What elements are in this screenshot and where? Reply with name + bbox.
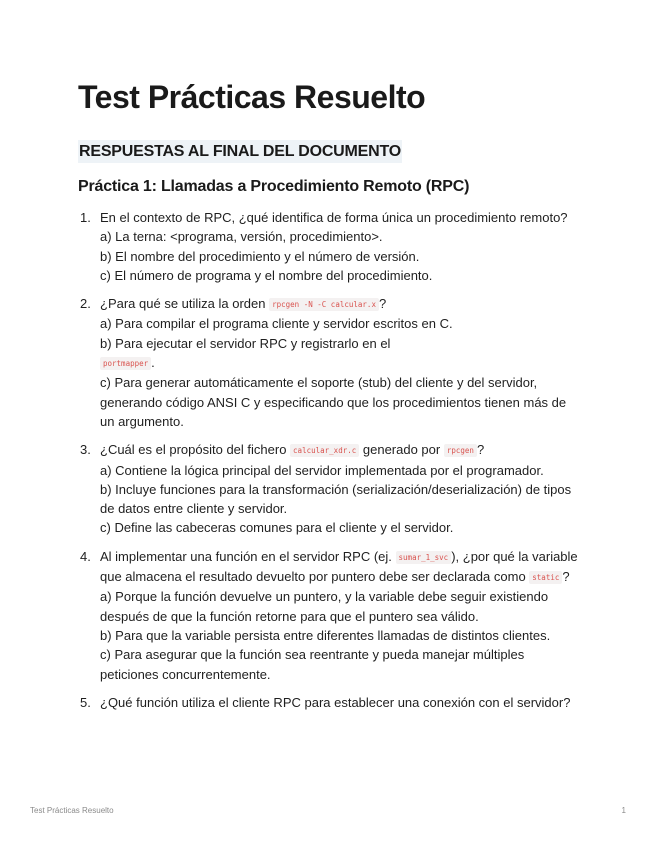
page-number: 1 — [621, 806, 626, 815]
question-3 — [78, 440, 578, 537]
inline-code: rpcgen -N -C calcular.x — [269, 298, 379, 311]
answers-banner: RESPUESTAS AL FINAL DEL DOCUMENTO — [78, 140, 402, 163]
inline-code: rpcgen — [444, 444, 477, 457]
inline-code: static — [529, 571, 562, 584]
question-number: 2. — [80, 296, 91, 312]
question-list — [78, 208, 578, 712]
question-1 — [78, 208, 578, 285]
option-c: c) Para generar automáticamente el soporte (stub) del cliente y del servidor, generando código ANSI C y especificando que los procedimientos tienen más de un argumento. — [100, 375, 567, 429]
document-page — [78, 78, 578, 721]
section-heading: Práctica 1: Llamadas a Procedimiento Remoto (RPC) — [78, 178, 470, 195]
option-a: a) Contiene la lógica principal del servidor implementada por el programador. — [100, 462, 544, 478]
question-number: 4. — [80, 548, 91, 564]
question-text: ¿Cuál es el propósito del fichero calcular_xdr.c generado por rpcgen ? — [100, 442, 485, 458]
option-a: a) Para compilar el programa cliente y servidor escritos en C. — [100, 316, 453, 332]
question-number: 3. — [80, 442, 91, 458]
inline-code: portmapper — [100, 357, 151, 370]
option-a: a) La terna: <programa, versión, procedimiento>. — [100, 229, 383, 245]
document-title: Test Prácticas Resuelto — [78, 79, 426, 115]
option-c: c) El número de programa y el nombre del procedimiento. — [100, 267, 433, 283]
inline-code: calcular_xdr.c — [290, 444, 359, 457]
option-c: c) Para asegurar que la función sea reentrante y pueda manejar múltiples peticiones concurrentemente. — [100, 647, 525, 682]
question-2 — [78, 294, 578, 431]
option-b: b) Incluye funciones para la transformación (serialización/deserialización) de tipos de datos entre cliente y servidor. — [100, 481, 572, 517]
question-text: En el contexto de RPC, ¿qué identifica de forma única un procedimiento remoto? — [100, 210, 568, 225]
inline-code: sumar_1_svc — [396, 551, 452, 564]
option-b: b) Para ejecutar el servidor RPC y registrarlo en el portmapper . — [100, 335, 391, 371]
option-a: a) Porque la función devuelve un puntero, y la variable debe seguir existiendo después de que la función retorne para que el puntero sea válido. — [100, 589, 549, 624]
question-number: 1. — [80, 210, 91, 225]
question-text: Al implementar una función en el servidor RPC (ej. sumar_1_svc ), ¿por qué la variable que almacena el resultado devuelto por puntero debe ser declarada como static ? — [100, 548, 578, 585]
question-text: ¿Qué función utiliza el cliente RPC para establecer una conexión con el servidor? — [100, 694, 571, 710]
question-number: 5. — [80, 694, 91, 710]
option-b: b) Para que la variable persista entre diferentes llamadas de distintos clientes. — [100, 627, 551, 643]
footer-title: Test Prácticas Resuelto — [30, 806, 114, 815]
question-5 — [78, 693, 578, 712]
option-b: b) El nombre del procedimiento y el número de versión. — [100, 248, 420, 264]
question-4 — [78, 547, 578, 684]
question-text: ¿Para qué se utiliza la orden rpcgen -N -C calcular.x ? — [100, 296, 387, 312]
option-c: c) Define las cabeceras comunes para el cliente y el servidor. — [100, 520, 454, 536]
